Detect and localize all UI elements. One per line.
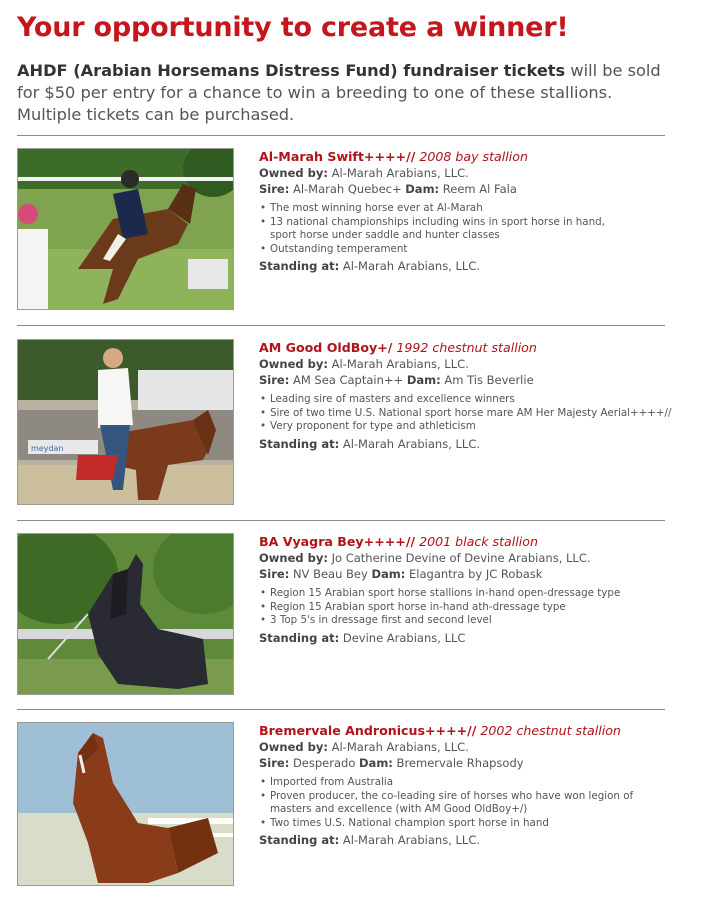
stallion-name-line [259, 533, 679, 550]
stallion-photo [17, 533, 234, 695]
sire-label: Sire: [259, 756, 290, 770]
standing-at-line [259, 436, 679, 452]
stallion-entry [17, 533, 677, 713]
standing-at-label: Standing at: [259, 259, 340, 273]
owned-by-label: Owned by: [259, 357, 328, 371]
list-item: • Outstanding temperament [259, 243, 679, 257]
dam-value: Bremervale Rhapsody [392, 756, 524, 770]
stallion-name: BA Vyagra Bey++++// [259, 534, 416, 549]
owned-by-value: Al-Marah Arabians, LLC. [327, 357, 469, 371]
highlights-list [259, 393, 679, 434]
list-item: • Imported from Australia [259, 776, 679, 790]
highlights-list [259, 587, 679, 628]
stallion-name: Bremervale Andronicus++++// [259, 723, 477, 738]
dam-label: Dam: [406, 373, 441, 387]
banner-text: meydan [31, 444, 64, 453]
sire-dam-line [259, 181, 679, 197]
stallion-name-line [259, 148, 679, 165]
dam-label: Dam: [371, 567, 406, 581]
sire-value: Al-Marah Quebec+ [289, 182, 406, 196]
stallion-photo [17, 339, 234, 505]
list-item: • The most winning horse ever at Al-Marah [259, 202, 679, 216]
owned-by-label: Owned by: [259, 551, 328, 565]
dam-value: Reem Al Fala [439, 182, 517, 196]
highlights-list [259, 776, 679, 830]
stallion-description: 2001 black stallion [415, 534, 538, 549]
sire-value: NV Beau Bey [289, 567, 372, 581]
sire-dam-line [259, 755, 679, 771]
owned-by-line [259, 550, 679, 566]
stallion-entry [17, 722, 677, 902]
stallion-photo [17, 722, 234, 886]
intro-paragraph [17, 60, 677, 126]
stallion-info [259, 339, 679, 452]
standing-at-value: Al-Marah Arabians, LLC. [339, 436, 481, 451]
divider [17, 135, 665, 136]
list-item: • Leading sire of masters and excellence winners [259, 393, 679, 407]
list-item: • 13 national championships including wins in sport horse in hand, sport horse under saddle and hunter classes [259, 216, 610, 243]
stallion-photo [17, 148, 234, 310]
stallion-description: 2002 chestnut stallion [476, 723, 621, 738]
owned-by-value: Al-Marah Arabians, LLC. [327, 166, 469, 180]
list-item: • 3 Top 5's in dressage first and second level [259, 614, 679, 628]
standing-at-line [259, 630, 679, 646]
list-item: • Sire of two time U.S. National sport horse mare AM Her Majesty Aerial++++// [259, 407, 679, 421]
page-title: Your opportunity to create a winner! [17, 12, 569, 43]
owned-by-value: Al-Marah Arabians, LLC. [327, 740, 469, 754]
dam-value: Elagantra by JC Robask [405, 567, 543, 581]
divider [17, 520, 665, 521]
sire-label: Sire: [259, 373, 290, 387]
stallion-entry [17, 148, 677, 328]
stallion-info [259, 722, 679, 848]
standing-at-value: Al-Marah Arabians, LLC. [339, 833, 481, 847]
list-item: • Region 15 Arabian sport horse in-hand ath-dressage type [259, 601, 679, 615]
standing-at-value: Al-Marah Arabians, LLC. [339, 259, 481, 273]
owned-by-line [259, 356, 679, 372]
standing-at-line [259, 832, 679, 848]
dam-label: Dam: [405, 182, 440, 196]
sire-dam-line [259, 566, 679, 582]
standing-at-line [259, 258, 679, 274]
sire-label: Sire: [259, 182, 290, 196]
sire-value: AM Sea Captain++ [289, 373, 407, 387]
stallion-description: 1992 chestnut stallion [392, 340, 537, 355]
list-item: • Very proponent for type and athleticism [259, 420, 679, 434]
dam-value: Am Tis Beverlie [440, 373, 534, 387]
stallion-name: AM Good OldBoy+/ [259, 340, 393, 355]
standing-at-label: Standing at: [259, 630, 340, 645]
stallion-name-line [259, 339, 679, 356]
sire-value: Desperado [289, 756, 360, 770]
standing-at-value: Devine Arabians, LLC [339, 630, 466, 645]
stallion-name-line [259, 722, 679, 739]
owned-by-value: Jo Catherine Devine of Devine Arabians, LLC. [327, 551, 591, 565]
list-item: • Proven producer, the co-leading sire of horses who have won legion of masters and excellence (with AM Good OldBoy+/) [259, 790, 670, 817]
owned-by-line [259, 739, 679, 755]
standing-at-label: Standing at: [259, 436, 340, 451]
list-item: • Region 15 Arabian sport horse stallions in-hand open-dressage type [259, 587, 679, 601]
stallion-info [259, 148, 679, 274]
intro-bold: AHDF (Arabian Horsemans Distress Fund) fundraiser tickets [17, 61, 566, 80]
list-item: • Two times U.S. National champion sport horse in hand [259, 817, 679, 831]
owned-by-label: Owned by: [259, 166, 328, 180]
intro-text: will be sold for $50 per entry for a chance to win a breeding to one of these stallions. Multiple tickets can be purchased. [17, 61, 661, 124]
stallion-description: 2008 bay stallion [415, 149, 528, 164]
stallion-name: Al-Marah Swift++++// [259, 149, 416, 164]
stallion-entry [17, 339, 677, 519]
sire-dam-line [259, 372, 679, 388]
standing-at-label: Standing at: [259, 833, 340, 847]
owned-by-label: Owned by: [259, 740, 328, 754]
dam-label: Dam: [359, 756, 393, 770]
sire-label: Sire: [259, 567, 290, 581]
owned-by-line [259, 165, 679, 181]
highlights-list [259, 202, 679, 256]
stallion-info [259, 533, 679, 646]
